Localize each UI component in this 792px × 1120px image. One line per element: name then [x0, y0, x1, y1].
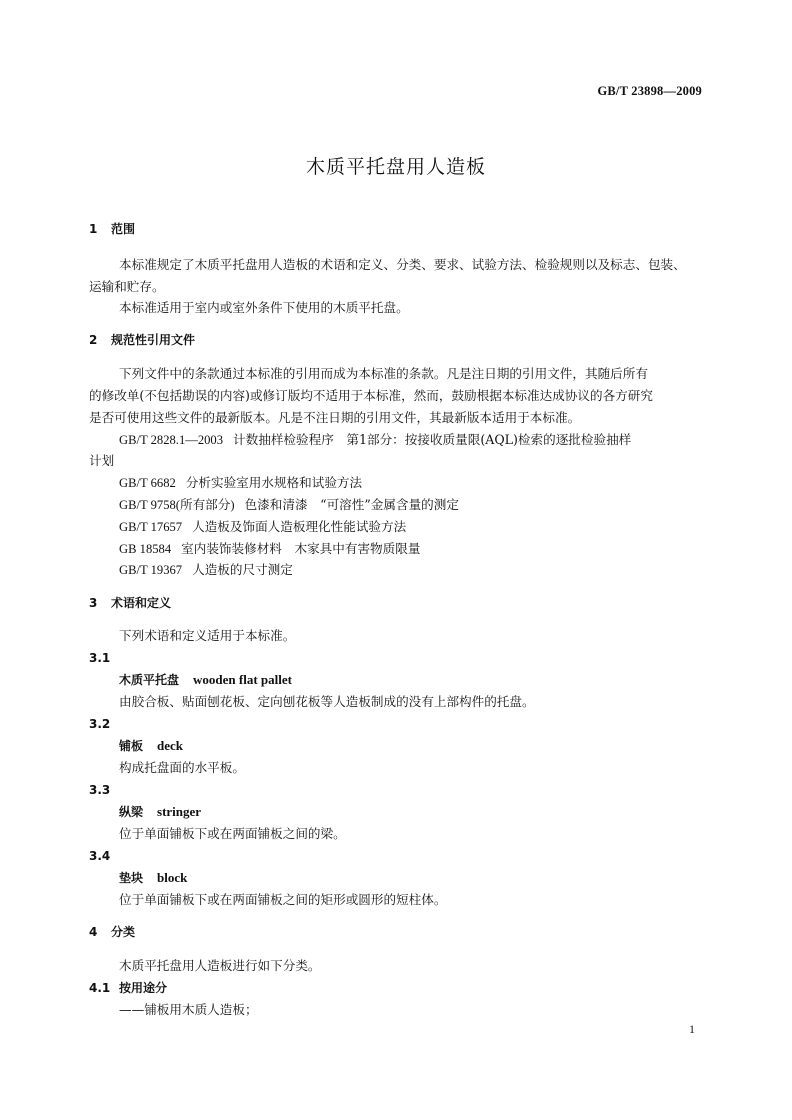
list-item: ——铺板用木质人造板； [119, 1002, 258, 1017]
term-name: 铺板 deck [119, 738, 184, 753]
term-definition: 位于单面铺板下或在两面铺板之间的矩形或圆形的短柱体。 [119, 892, 447, 907]
term-definition: 构成托盘面的水平板。 [119, 760, 245, 775]
paragraph: 下列文件中的条款通过本标准的引用而成为本标准的条款。凡是注日期的引用文件，其随后所有 [119, 366, 648, 381]
reference-item: GB 18584 室内装饰装修材料 木家具中有害物质限量 [119, 541, 421, 556]
reference-item: GB/T 9758(所有部分) 色漆和清漆 “可溶性”金属含量的测定 [119, 497, 459, 512]
page-number: 1 [689, 1022, 695, 1036]
term-definition: 位于单面铺板下或在两面铺板之间的梁。 [119, 826, 346, 841]
standard-code: GB/T 23898—2009 [597, 84, 702, 98]
term-number: 3.2 [89, 717, 111, 731]
reference-item: GB/T 19367 人造板的尺寸测定 [119, 562, 293, 577]
paragraph: 下列术语和定义适用于本标准。 [119, 628, 296, 643]
reference-item: GB/T 2828.1—2003 计数抽样检验程序 第1部分：按接收质量限(AQL)检索的逐批检验抽样 [119, 432, 632, 447]
reference-item-continued: 计划 [89, 453, 115, 468]
paragraph: 本标准适用于室内或室外条件下使用的木质平托盘。 [119, 300, 409, 315]
term-number: 3.4 [89, 849, 111, 863]
document-title: 木质平托盘用人造板 [305, 156, 486, 178]
reference-item: GB/T 6682 分析实验室用水规格和试验方法 [119, 475, 363, 490]
term-name: 垫块 block [119, 870, 188, 885]
term-number: 3.3 [89, 783, 111, 797]
section-4-heading: 4 分类 [89, 925, 136, 939]
section-2-heading: 2 规范性引用文件 [89, 333, 196, 347]
term-name: 木质平托盘 wooden flat pallet [119, 672, 292, 687]
term-number: 3.1 [89, 651, 111, 665]
term-definition: 由胶合板、贴面刨花板、定向刨花板等人造板制成的没有上部构件的托盘。 [119, 694, 535, 709]
subsection-heading: 4.1 按用途分 [89, 981, 168, 995]
paragraph: 的修改单(不包括勘误的内容)或修订版均不适用于本标准，然而，鼓励根据本标准达成协议的各方研究 [89, 388, 653, 403]
paragraph: 木质平托盘用人造板进行如下分类。 [119, 958, 321, 973]
reference-item: GB/T 17657 人造板及饰面人造板理化性能试验方法 [119, 519, 407, 534]
section-1-heading: 1 范围 [89, 222, 136, 236]
term-name: 纵梁 stringer [119, 804, 202, 819]
paragraph: 是否可使用这些文件的最新版本。凡是不注日期的引用文件，其最新版本适用于本标准。 [89, 410, 581, 425]
section-3-heading: 3 术语和定义 [89, 596, 172, 610]
paragraph: 本标准规定了木质平托盘用人造板的术语和定义、分类、要求、试验方法、检验规则以及标志、包装、 [119, 257, 686, 272]
paragraph: 运输和贮存。 [89, 279, 165, 294]
